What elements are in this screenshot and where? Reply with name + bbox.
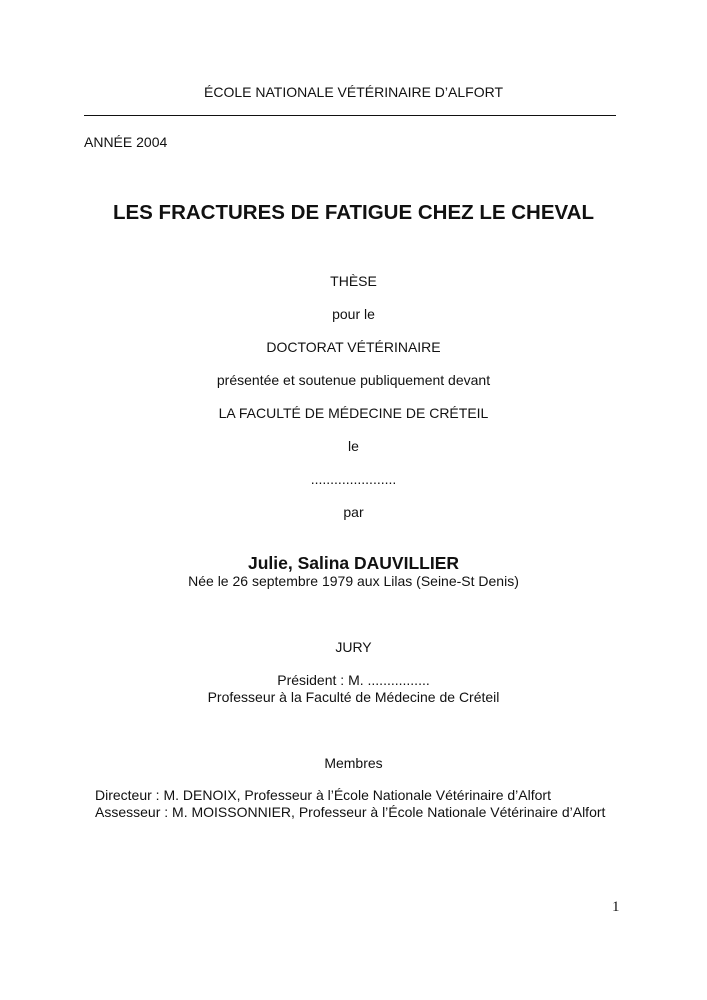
- thesis-for-the: pour le: [332, 306, 375, 322]
- thesis-type: THÈSE: [330, 273, 377, 289]
- jury-president: Président : M. ................: [277, 672, 430, 688]
- thesis-on-the: le: [348, 438, 359, 454]
- thesis-title: LES FRACTURES DE FATIGUE CHEZ LE CHEVAL: [112, 201, 594, 224]
- thesis-by: par: [343, 504, 364, 520]
- thesis-presented: présentée et soutenue publiquement devant: [216, 372, 491, 388]
- thesis-faculty: LA FACULTÉ DE MÉDECINE DE CRÉTEIL: [218, 405, 489, 421]
- academic-year: ANNÉE 2004: [84, 134, 168, 150]
- members-heading: Membres: [324, 755, 383, 771]
- thesis-date-placeholder: ......................: [310, 471, 397, 487]
- jury-member-assessor: Assesseur : M. MOISSONNIER, Professeur à l’École Nationale Vétérinaire d’Alfort: [95, 804, 606, 820]
- author-birth: Née le 26 septembre 1979 aux Lilas (Seine-St Denis): [188, 573, 519, 589]
- jury-member-director: Directeur : M. DENOIX, Professeur à l’École Nationale Vétérinaire d’Alfort: [95, 787, 551, 803]
- header-divider: [84, 115, 616, 116]
- jury-heading: JURY: [335, 639, 372, 655]
- page-number: 1: [612, 899, 620, 915]
- thesis-degree: DOCTORAT VÉTÉRINAIRE: [266, 339, 441, 355]
- author-name: Julie, Salina DAUVILLIER: [247, 553, 460, 573]
- institution-name: ÉCOLE NATIONALE VÉTÉRINAIRE D’ALFORT: [204, 84, 503, 100]
- jury-president-title: Professeur à la Faculté de Médecine de Créteil: [207, 689, 500, 705]
